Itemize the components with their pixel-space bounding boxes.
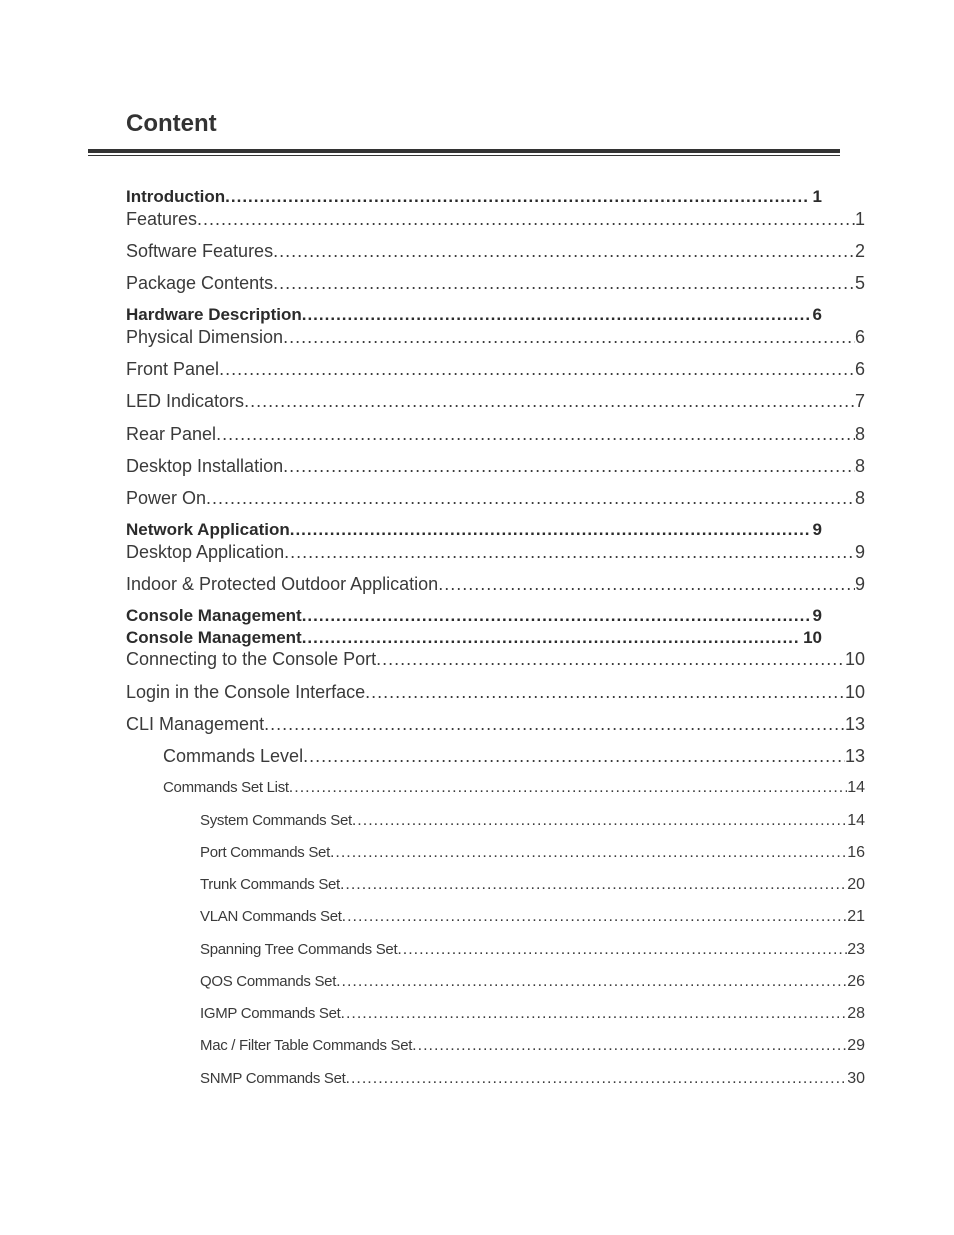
toc-entry-vlan-commands-set[interactable]: [200, 906, 865, 928]
toc-entry-system-commands-set[interactable]: [200, 810, 865, 832]
toc-entry-trunk-commands-set[interactable]: [200, 874, 865, 896]
toc-entry-console-management-10[interactable]: [126, 627, 822, 649]
toc-entry-commands-set-list[interactable]: [163, 777, 865, 799]
toc-entry-label: Login in the Console Interface: [126, 682, 366, 702]
toc-entry-port-commands-set[interactable]: [200, 842, 865, 864]
toc-entry-label: CLI Management: [126, 714, 265, 734]
toc-entry-page: 20: [847, 876, 865, 893]
toc-entry-page: 9: [812, 606, 822, 625]
toc-entry-page: 8: [854, 456, 865, 476]
toc-entry-front-panel[interactable]: [126, 358, 865, 380]
toc-entry-label: Network Application: [126, 520, 290, 539]
page-title: Content: [126, 110, 217, 137]
toc-entry-page: 23: [847, 941, 865, 958]
toc-entry-label: Rear Panel: [126, 424, 217, 444]
toc-entry-label: Desktop Installation: [126, 456, 284, 476]
toc-entry-label: Console Management: [126, 606, 302, 625]
toc-entry-features[interactable]: [126, 208, 865, 230]
toc-entry-page: 8: [854, 488, 865, 508]
toc-entry-page: 6: [854, 359, 865, 379]
toc-entry-page: 13: [844, 746, 865, 766]
toc-entry-page: 14: [847, 812, 865, 829]
toc-entry-label: Physical Dimension: [126, 327, 284, 347]
toc-entry-page: 9: [812, 520, 822, 539]
toc-entry-power-on[interactable]: [126, 487, 865, 509]
title-divider: [88, 149, 840, 156]
toc-entry-led-indicators[interactable]: [126, 390, 865, 412]
toc-entry-page: 21: [847, 908, 865, 925]
toc-entry-network-application[interactable]: [126, 519, 822, 541]
toc-entry-connecting-console-port[interactable]: [126, 648, 865, 670]
toc-entry-indoor-outdoor-application[interactable]: [126, 573, 865, 595]
toc-entry-software-features[interactable]: [126, 240, 865, 262]
toc-entry-console-management-9[interactable]: [126, 605, 822, 627]
toc-entry-label: Commands Set List: [163, 779, 289, 796]
toc-entry-page: 10: [844, 682, 865, 702]
toc-entry-label: Spanning Tree Commands Set: [200, 941, 398, 958]
toc-entry-label: SNMP Commands Set: [200, 1070, 346, 1087]
toc-entry-page: 26: [847, 973, 865, 990]
toc-entry-label: System Commands Set: [200, 812, 352, 829]
toc-entry-spanning-tree-commands-set[interactable]: [200, 939, 865, 961]
toc-entry-page: 14: [847, 779, 865, 796]
toc-entry-page: 30: [847, 1070, 865, 1087]
toc-entry-page: 13: [844, 714, 865, 734]
toc-entry-rear-panel[interactable]: [126, 423, 865, 445]
toc-entry-page: 10: [844, 649, 865, 669]
toc-entry-page: 6: [854, 327, 865, 347]
toc-entry-label: Console Management: [126, 628, 302, 647]
toc-entry-page: 7: [854, 391, 865, 411]
toc-entry-label: Mac / Filter Table Commands Set: [200, 1037, 413, 1054]
toc-entry-desktop-application[interactable]: [126, 541, 865, 563]
toc-entry-label: Front Panel: [126, 359, 220, 379]
toc-entry-label: Connecting to the Console Port: [126, 649, 377, 669]
toc-entry-page: 16: [847, 844, 865, 861]
toc-entry-page: 8: [854, 424, 865, 444]
toc-entry-cli-management[interactable]: [126, 713, 865, 735]
toc-entry-physical-dimension[interactable]: [126, 326, 865, 348]
toc-entry-label: LED Indicators: [126, 391, 245, 411]
toc-entry-page: 1: [812, 187, 822, 206]
toc-entry-mac-filter-table-commands-set[interactable]: [200, 1035, 865, 1057]
toc-entry-hardware-description[interactable]: [126, 304, 822, 326]
toc-entry-snmp-commands-set[interactable]: [200, 1068, 865, 1090]
toc-entry-label: Hardware Description: [126, 305, 302, 324]
toc-entry-page: 28: [847, 1005, 865, 1022]
toc-entry-commands-level[interactable]: [163, 745, 865, 767]
toc-entry-label: Features: [126, 209, 198, 229]
toc-entry-package-contents[interactable]: [126, 272, 865, 294]
toc-entry-label: Indoor & Protected Outdoor Application: [126, 574, 439, 594]
toc-entry-page: 6: [812, 305, 822, 324]
toc-entry-label: Commands Level: [163, 746, 304, 766]
toc-entry-page: 9: [854, 574, 865, 594]
toc-entry-label: IGMP Commands Set: [200, 1005, 341, 1022]
toc-entry-page: 2: [854, 241, 865, 261]
toc-entry-label: Software Features: [126, 241, 274, 261]
toc-entry-label: Power On: [126, 488, 207, 508]
toc-entry-qos-commands-set[interactable]: [200, 971, 865, 993]
toc-entry-label: VLAN Commands Set: [200, 908, 342, 925]
toc-entry-page: 5: [854, 273, 865, 293]
toc-entry-desktop-installation[interactable]: [126, 455, 865, 477]
toc-entry-page: 1: [854, 209, 865, 229]
toc-entry-page: 9: [854, 542, 865, 562]
toc-entry-page: 10: [803, 628, 822, 647]
toc-entry-igmp-commands-set[interactable]: [200, 1003, 865, 1025]
toc-entry-label: Port Commands Set: [200, 844, 330, 861]
toc-entry-introduction[interactable]: [126, 186, 822, 208]
toc-entry-label: QOS Commands Set: [200, 973, 337, 990]
toc-entry-label: Package Contents: [126, 273, 274, 293]
toc-entry-page: 29: [847, 1037, 865, 1054]
toc-entry-label: Trunk Commands Set: [200, 876, 340, 893]
toc-entry-label: Introduction: [126, 187, 226, 206]
toc-entry-login-console-interface[interactable]: [126, 681, 865, 703]
toc-entry-label: Desktop Application: [126, 542, 285, 562]
